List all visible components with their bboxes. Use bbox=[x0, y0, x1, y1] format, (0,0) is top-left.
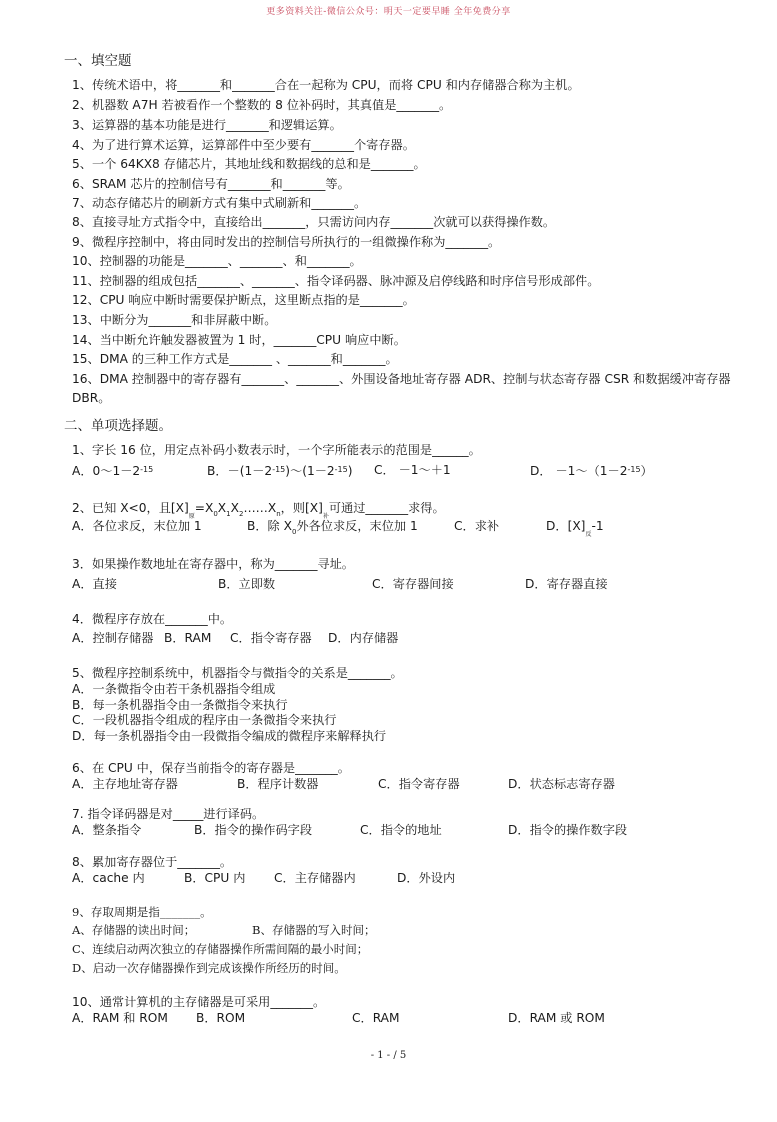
q5-option-a: A．一条微指令由若干条机器指令组成 bbox=[72, 682, 276, 696]
fill-question-15: 15、DMA 的三种工作方式是_______ 、_______和_______。 bbox=[72, 352, 398, 366]
q7-option-a: A．整条指令 bbox=[72, 823, 142, 837]
q1-option-b: B．$-(1-2^{-15})\sim(1-2^{-15})$ bbox=[207, 464, 353, 478]
q1-option-c: C． －1～＋1 bbox=[374, 463, 451, 477]
q10-option-d: D．RAM 或 ROM bbox=[508, 1011, 605, 1025]
q7-option-c: C．指令的地址 bbox=[360, 823, 442, 837]
q6-option-d: D．状态标志寄存器 bbox=[508, 777, 615, 791]
header-promo-note: 更多资料关注-微信公众号：明天一定要早睡 全年免费分享 bbox=[266, 7, 511, 17]
q7-option-b: B．指令的操作码字段 bbox=[194, 823, 313, 837]
q4-option-b: B．RAM bbox=[164, 631, 212, 645]
fill-question-13: 13、中断分为_______和非屏蔽中断。 bbox=[72, 313, 277, 327]
q6-option-b: B．程序计数器 bbox=[237, 777, 319, 791]
q10-option-b: B．ROM bbox=[196, 1011, 246, 1025]
choice-question-3-stem: 3．如果操作数地址在寄存器中，称为_______寻址。 bbox=[72, 557, 354, 571]
q5-option-b: B．每一条机器指令由一条微指令来执行 bbox=[72, 698, 288, 712]
q6-option-c: C．指令寄存器 bbox=[378, 777, 460, 791]
choice-question-9-stem: 9、存取周期是指_______。 bbox=[72, 905, 212, 919]
q4-option-c: C．指令寄存器 bbox=[230, 631, 312, 645]
fill-question-6: 6、SRAM 芯片的控制信号有_______和_______等。 bbox=[72, 177, 350, 191]
q1-option-a: A．$0\sim 1-2^{-15}$ bbox=[72, 464, 154, 478]
q10-option-a: A．RAM 和 ROM bbox=[72, 1011, 168, 1025]
fill-question-2: 2、机器数 A7H 若被看作一个整数的 8 位补码时，其真值是_______。 bbox=[72, 98, 452, 112]
q9-option-a: A、存储器的读出时间； bbox=[72, 923, 196, 937]
q3-option-d: D．寄存器直接 bbox=[525, 577, 608, 591]
section-title-fill-in: 一、填空题 bbox=[64, 53, 132, 69]
q3-option-c: C．寄存器间接 bbox=[372, 577, 454, 591]
choice-question-8-stem: 8、累加寄存器位于_______。 bbox=[72, 855, 233, 869]
fill-question-12: 12、CPU 响应中断时需要保护断点，这里断点指的是_______。 bbox=[72, 293, 415, 307]
fill-question-7: 7、动态存储芯片的刷新方式有集中式刷新和_______。 bbox=[72, 196, 367, 210]
choice-question-2-stem: 2、已知 X<0，且$[X]_原=X_0X_1X_2\dots\dots X_n$，则$[X]_补$可通过_______求得。 bbox=[72, 501, 445, 520]
choice-question-5-stem: 5、微程序控制系统中，机器指令与微指令的关系是_______。 bbox=[72, 666, 403, 680]
q8-option-d: D．外设内 bbox=[397, 871, 456, 885]
fill-question-3: 3、运算器的基本功能是进行_______和逻辑运算。 bbox=[72, 118, 342, 132]
choice-question-1-stem: 1、字长 16 位，用定点补码小数表示时，一个字所能表示的范围是______。 bbox=[72, 443, 481, 457]
fill-question-4: 4、为了进行算术运算，运算部件中至少要有_______个寄存器。 bbox=[72, 138, 415, 152]
q2-option-b: B．除 $X_0$外各位求反，末位加 1 bbox=[247, 519, 418, 536]
q2-option-d: D．$[X]_反-1$ bbox=[546, 519, 604, 538]
q8-option-a: A．cache 内 bbox=[72, 871, 145, 885]
fill-question-11: 11、控制器的组成包括_______、_______、指令译码器、脉冲源及启停线路和时序信号形成部件。 bbox=[72, 274, 600, 288]
fill-question-9: 9、微程序控制中，将由同时发出的控制信号所执行的一组微操作称为_______。 bbox=[72, 235, 501, 249]
q9-option-d: D、启动一次存储器操作到完成该操作所经历的时间。 bbox=[72, 961, 346, 975]
q7-option-d: D．指令的操作数字段 bbox=[508, 823, 628, 837]
section-title-single-choice: 二、单项选择题。 bbox=[64, 418, 172, 434]
fill-question-14: 14、当中断允许触发器被置为 1 时，_______CPU 响应中断。 bbox=[72, 333, 406, 347]
fill-question-16: 16、DMA 控制器中的寄存器有_______、_______、外围设备地址寄存器 ADR、控制与状态寄存器 CSR 和数据缓冲寄存器 bbox=[72, 372, 731, 386]
q9-option-b: B、存储器的写入时间； bbox=[252, 923, 376, 937]
choice-question-7-stem: 7. 指令译码器是对_____进行译码。 bbox=[72, 807, 265, 821]
choice-question-10-stem: 10、通常计算机的主存储器是可采用_______。 bbox=[72, 995, 326, 1009]
q4-option-d: D．内存储器 bbox=[328, 631, 399, 645]
q2-option-a: A．各位求反，末位加 1 bbox=[72, 519, 202, 533]
fill-question-10: 10、控制器的功能是_______、_______、和_______。 bbox=[72, 254, 362, 268]
q5-option-d: D．每一条机器指令由一段微指令编成的微程序来解释执行 bbox=[72, 729, 387, 743]
fill-question-5: 5、一个 64KX8 存储芯片，其地址线和数据线的总和是_______。 bbox=[72, 157, 426, 171]
q6-option-a: A．主存地址寄存器 bbox=[72, 777, 178, 791]
page-number: - 1 - / 5 bbox=[370, 1050, 407, 1061]
q1-option-d: D． $-1\sim(1-2^{-15})$ bbox=[530, 464, 653, 478]
q9-option-c: C、连续启动两次独立的存储器操作所需间隔的最小时间； bbox=[72, 942, 369, 956]
q3-option-b: B．立即数 bbox=[218, 577, 276, 591]
q8-option-c: C．主存储器内 bbox=[274, 871, 356, 885]
choice-question-6-stem: 6、在 CPU 中，保存当前指令的寄存器是_______。 bbox=[72, 761, 350, 775]
q5-option-c: C．一段机器指令组成的程序由一条微指令来执行 bbox=[72, 713, 337, 727]
q3-option-a: A．直接 bbox=[72, 577, 117, 591]
q4-option-a: A．控制存储器 bbox=[72, 631, 154, 645]
q2-option-c: C．求补 bbox=[454, 519, 500, 533]
fill-question-16-cont: DBR。 bbox=[72, 391, 111, 405]
q8-option-b: B．CPU 内 bbox=[184, 871, 246, 885]
fill-question-8: 8、直接寻址方式指令中，直接给出_______，只需访问内存_______次就可以获得操作数。 bbox=[72, 215, 556, 229]
choice-question-4-stem: 4．微程序存放在_______中。 bbox=[72, 612, 233, 626]
q10-option-c: C．RAM bbox=[352, 1011, 400, 1025]
fill-question-1: 1、传统术语中，将_______和_______合在一起称为 CPU，而将 CPU 和内存储器合称为主机。 bbox=[72, 78, 580, 92]
